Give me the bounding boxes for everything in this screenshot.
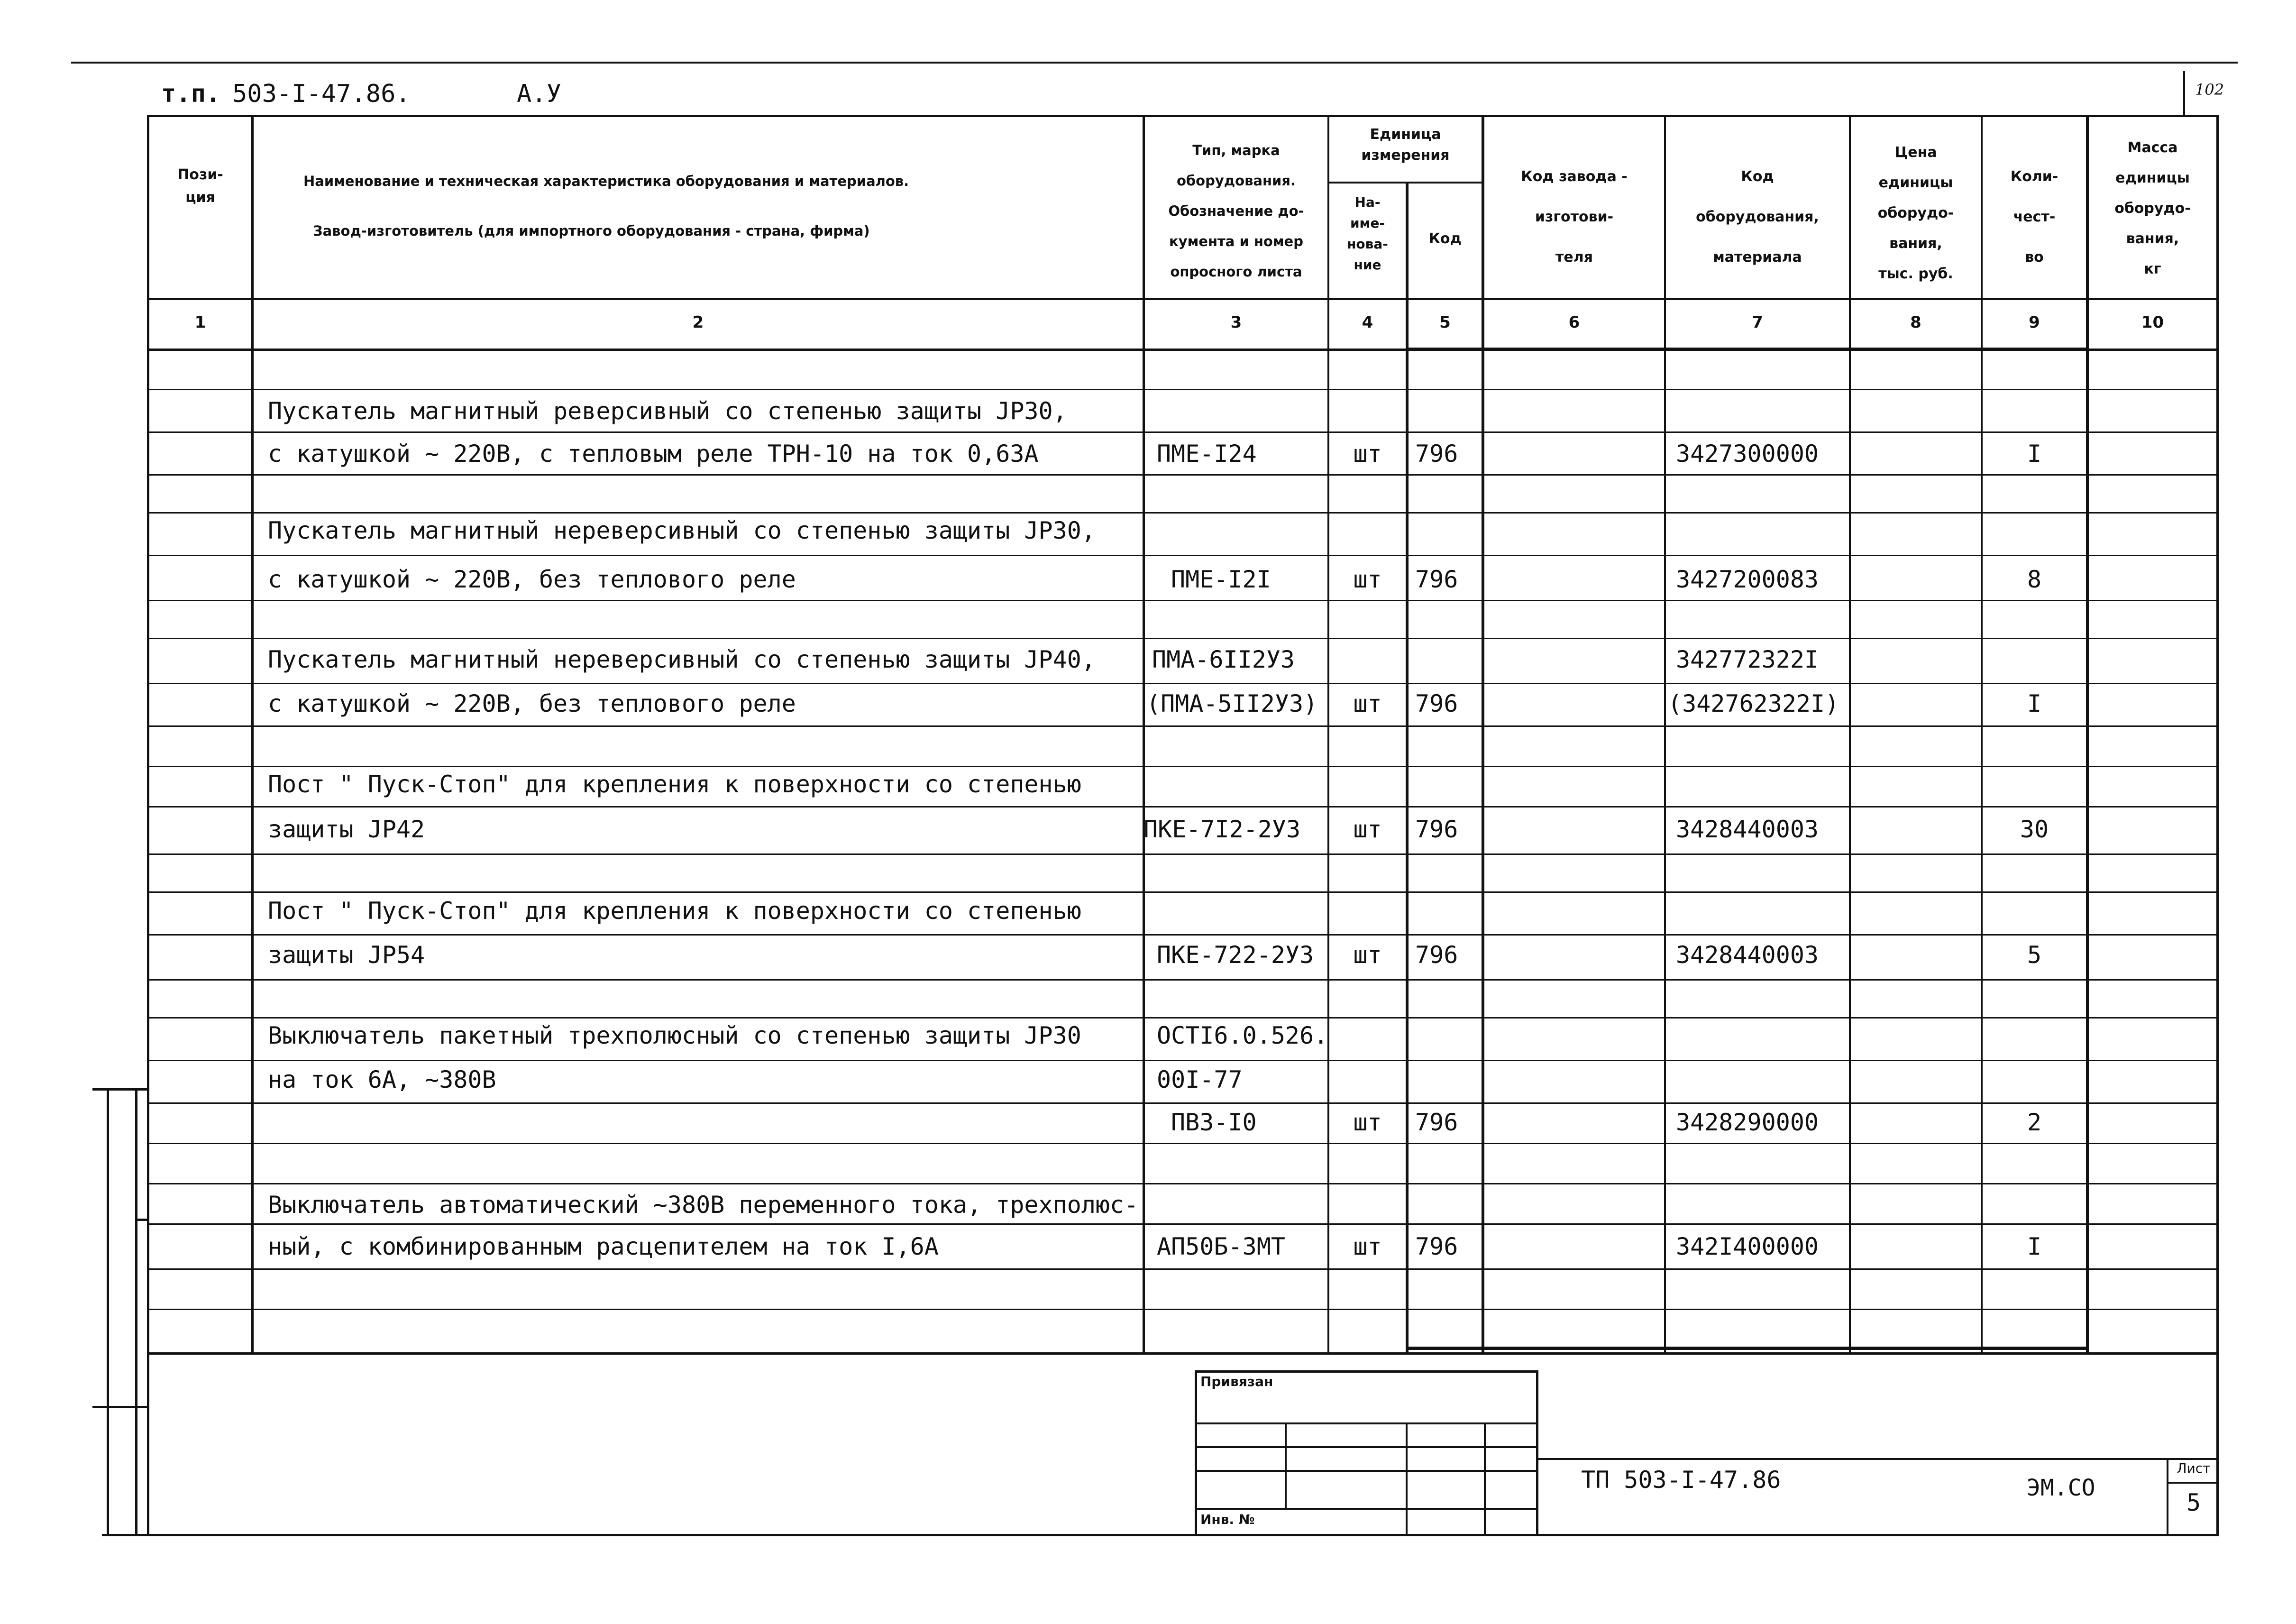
page-tag: 102 <box>2195 81 2224 99</box>
col-num-5: 5 <box>1439 313 1451 332</box>
hdr-unit-group: Единица измерения <box>1361 126 1450 164</box>
row-separator <box>147 1060 2219 1061</box>
row-separator <box>147 600 2219 601</box>
row-quantity: 2 <box>2027 1109 2042 1136</box>
row-unit-code: 796 <box>1415 440 1458 468</box>
col-num-4: 4 <box>1362 313 1373 332</box>
row-type: АП50Б-3МТ <box>1157 1233 1285 1260</box>
row-separator <box>147 766 2219 767</box>
bold-block-top <box>1406 348 2088 351</box>
row-separator <box>147 891 2219 893</box>
row-type: ПВ3-I0 <box>1171 1109 1257 1136</box>
row-separator <box>147 474 2219 476</box>
row-unit: шт <box>1353 1109 1382 1136</box>
row-separator <box>147 683 2219 684</box>
row-unit: шт <box>1353 1233 1382 1260</box>
sheet-number: 5 <box>2186 1489 2201 1516</box>
row-equipment-code: 3427300000 <box>1676 440 1819 468</box>
col-num-9: 9 <box>2029 313 2040 332</box>
col-num-1: 1 <box>194 313 206 332</box>
row-equipment-code: 3428440003 <box>1676 816 1819 843</box>
row-separator <box>147 1102 2219 1104</box>
row-separator <box>147 979 2219 981</box>
row-equipment-code: 3427200083 <box>1676 566 1819 593</box>
col-num-7: 7 <box>1752 313 1763 332</box>
row-quantity: I <box>2027 440 2042 468</box>
row-description: Выключатель пакетный трехполюсный со степенью защиты JP30 <box>268 1022 1081 1049</box>
row-type: ПКЕ-722-2У3 <box>1157 941 1314 969</box>
hdr-equipment-code: Код оборудования, материала <box>1696 168 1819 266</box>
series-label: т.п. <box>161 80 221 108</box>
row-separator <box>147 389 2219 390</box>
row-description: Пост " Пуск-Стоп" для крепления к поверхности со степенью <box>268 897 1081 925</box>
row-type: 00I-77 <box>1157 1066 1243 1093</box>
album-label: А.У <box>517 80 561 108</box>
row-quantity: 5 <box>2027 941 2042 969</box>
bold-block-bottom <box>1406 1347 2088 1350</box>
row-description: с катушкой ~ 220В, без теплового реле <box>268 566 796 593</box>
row-unit: шт <box>1353 690 1382 717</box>
col-num-8: 8 <box>1910 313 1921 332</box>
row-unit-code: 796 <box>1415 816 1458 843</box>
row-equipment-code: 3428290000 <box>1676 1109 1819 1136</box>
row-type: ПМЕ-I2I <box>1171 566 1271 593</box>
row-quantity: I <box>2027 1233 2042 1260</box>
row-separator <box>147 1017 2219 1018</box>
hdr-unit-code: Код <box>1428 230 1462 247</box>
row-unit: шт <box>1353 440 1382 468</box>
sheet-label: Лист <box>2177 1460 2211 1476</box>
row-description: Пускатель магнитный реверсивный со степенью защиты JP30, <box>268 397 1067 425</box>
row-unit-code: 796 <box>1415 566 1458 593</box>
row-type: ПКЕ-7I2-2У3 <box>1143 816 1301 843</box>
project-code: 503-I-47.86. <box>232 80 411 108</box>
col-num-10: 10 <box>2141 313 2164 332</box>
row-separator <box>147 934 2219 936</box>
hdr-position: Пози- ция <box>177 166 223 206</box>
row-description: Выключатель автоматический ~380В переменного тока, трехполюс- <box>268 1191 1139 1219</box>
inventory-label: Инв. № <box>1200 1512 1255 1527</box>
col-num-6: 6 <box>1568 313 1580 332</box>
row-type: ОСТI6.0.526. <box>1157 1022 1328 1049</box>
row-equipment-code: 342I400000 <box>1676 1233 1819 1260</box>
row-separator <box>147 1143 2219 1144</box>
hdr-quantity: Коли- чест- во <box>2010 168 2058 266</box>
row-separator <box>147 638 2219 639</box>
row-unit-code: 796 <box>1415 1109 1458 1136</box>
page-tag-divider <box>2183 71 2185 116</box>
row-description: с катушкой ~ 220В, без теплового реле <box>268 690 796 717</box>
row-separator <box>147 1223 2219 1225</box>
hdr-factory-code: Код завода - изготови- теля <box>1521 168 1628 266</box>
row-separator <box>147 1309 2219 1310</box>
row-description: Пускатель магнитный нереверсивный со степенью защиты JP30, <box>268 517 1096 544</box>
row-separator <box>147 806 2219 807</box>
row-separator <box>147 1268 2219 1270</box>
row-description: ный, с комбинированным расцепителем на ток I,6А <box>268 1233 939 1260</box>
row-separator <box>147 555 2219 556</box>
row-type: ПМА-6II2У3 <box>1152 646 1295 673</box>
row-description: на ток 6А, ~380В <box>268 1066 496 1093</box>
row-unit-code: 796 <box>1415 690 1458 717</box>
row-description: защиты JP42 <box>268 816 425 843</box>
doc-code: ТП 503-I-47.86 <box>1581 1466 1781 1494</box>
row-type: ПМЕ-I24 <box>1157 440 1257 468</box>
row-type: (ПМА-5II2У3) <box>1146 690 1318 717</box>
row-description: с катушкой ~ 220В, с тепловым реле ТРН-10 на ток 0,63А <box>268 440 1039 468</box>
col-num-2: 2 <box>692 313 704 332</box>
row-unit-code: 796 <box>1415 941 1458 969</box>
row-separator <box>147 725 2219 727</box>
row-separator <box>147 1183 2219 1184</box>
row-quantity: 8 <box>2027 566 2042 593</box>
sheet-code: ЭМ.СО <box>2027 1475 2095 1501</box>
hdr-mass: Масса единицы оборудо- вания, кг <box>2114 139 2191 277</box>
row-description: Пускатель магнитный нереверсивный со степенью защиты JP40, <box>268 646 1096 673</box>
row-unit-code: 796 <box>1415 1233 1458 1260</box>
top-rule <box>71 62 2238 64</box>
row-equipment-code: (342762322I) <box>1668 690 1839 717</box>
row-separator <box>147 512 2219 514</box>
hdr-name: Наименование и техническая характеристика оборудования и материалов. Завод-изготовитель (для импортного оборудования - страна, фирма) <box>303 173 909 239</box>
row-separator <box>147 853 2219 855</box>
bound-label: Привязан <box>1200 1374 1273 1389</box>
hdr-price: Цена единицы оборудо- вания, тыс. руб. <box>1877 144 1954 282</box>
row-quantity: 30 <box>2020 816 2049 843</box>
row-unit: шт <box>1353 941 1382 969</box>
hdr-type: Тип, марка оборудования. Обозначение до- кумента и номер опросного листа <box>1168 142 1304 280</box>
row-equipment-code: 3428440003 <box>1676 941 1819 969</box>
row-quantity: I <box>2027 690 2042 717</box>
row-separator <box>147 431 2219 433</box>
row-equipment-code: 342772322I <box>1676 646 1819 673</box>
col-num-3: 3 <box>1230 313 1242 332</box>
row-description: защиты JP54 <box>268 941 425 969</box>
row-description: Пост " Пуск-Стоп" для крепления к поверхности со степенью <box>268 771 1081 798</box>
hdr-unit-name: На- име- нова- ние <box>1347 194 1388 273</box>
row-unit: шт <box>1353 816 1382 843</box>
row-unit: шт <box>1353 566 1382 593</box>
